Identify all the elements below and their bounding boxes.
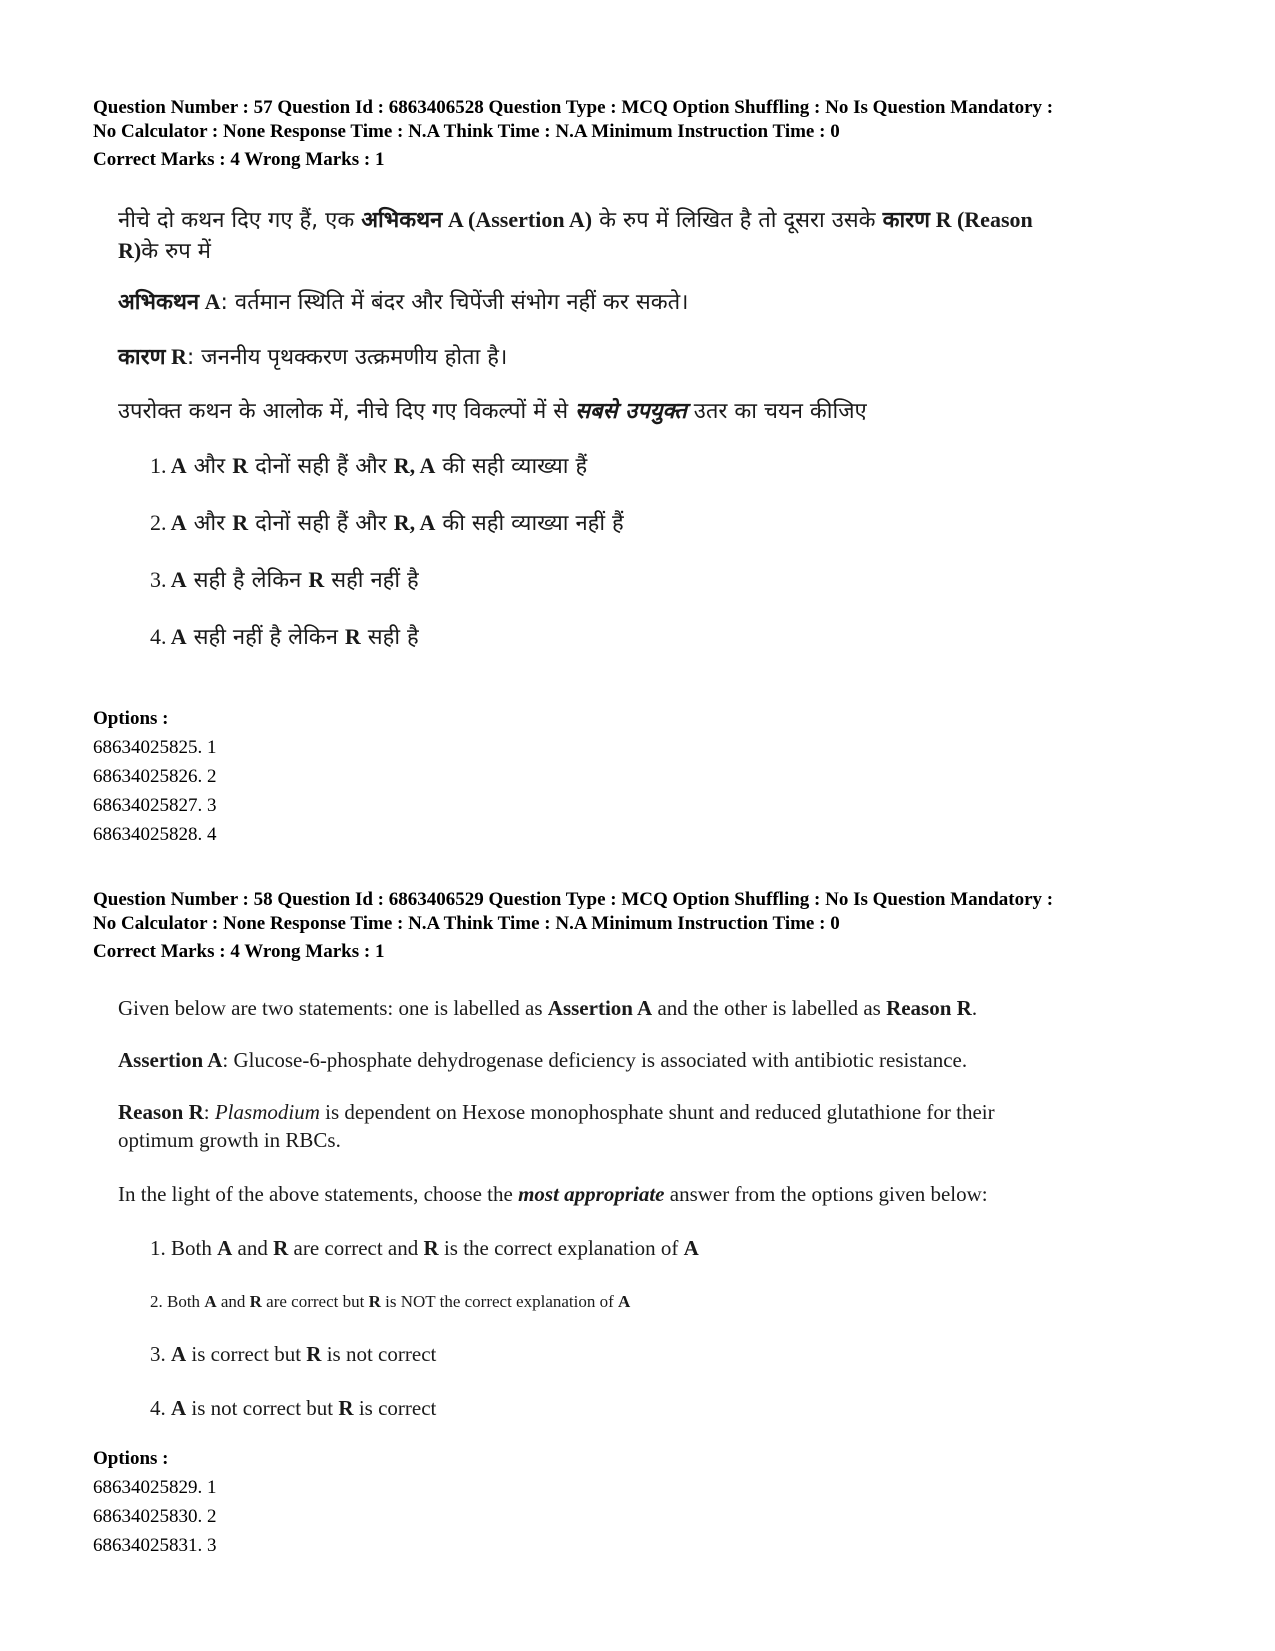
q58-choice-4: 4. A is not correct but R is correct — [150, 1396, 437, 1420]
q57-option-1: 68634025825. 1 — [93, 737, 217, 758]
q57-choice-3: 3. A सही है लेकिन R सही नहीं है — [150, 567, 419, 593]
q58-options — [93, 1444, 217, 1560]
q57-option-3: 68634025827. 3 — [93, 795, 217, 816]
q57-meta-line2: No Calculator : None Response Time : N.A Think Time : N.A Minimum Instruction Time : 0 — [93, 121, 840, 142]
q57-meta — [93, 96, 1213, 172]
q58-option-3: 68634025831. 3 — [93, 1535, 217, 1556]
q57-prompt: उपरोक्त कथन के आलोक में, नीचे दिए गए विकल्पों में से सबसे उपयुक्त उतर का चयन कीजिए — [118, 399, 867, 424]
q58-options-header: Options : — [93, 1448, 169, 1469]
q58-assertion: Assertion A: Glucose-6-phosphate dehydrogenase deficiency is associated with antibiotic resistance. — [118, 1048, 968, 1072]
q57-option-4: 68634025828. 4 — [93, 824, 217, 845]
q57-choice-4: 4. A सही नहीं है लेकिन R सही है — [150, 624, 419, 650]
q58-meta-line2: No Calculator : None Response Time : N.A Think Time : N.A Minimum Instruction Time : 0 — [93, 913, 840, 934]
q58-option-1: 68634025829. 1 — [93, 1477, 217, 1498]
q58-choice-3: 3. A is correct but R is not correct — [150, 1342, 437, 1366]
q57-option-2: 68634025826. 2 — [93, 766, 217, 787]
q57-intro: नीचे दो कथन दिए गए हैं, एक अभिकथन A (Assertion A) के रुप में लिखित है तो दूसरा उसके कारण R (Reason R)के रुप में — [118, 207, 1033, 264]
q58-choice-1: 1. Both A and R are correct and R is the correct explanation of A — [150, 1236, 699, 1260]
q58-meta — [93, 888, 1213, 964]
q57-marks: Correct Marks : 4 Wrong Marks : 1 — [93, 149, 385, 170]
q57-options — [93, 704, 217, 849]
q58-choice-2: 2. Both A and R are correct but R is NOT the correct explanation of A — [150, 1292, 631, 1311]
q58-option-2: 68634025830. 2 — [93, 1506, 217, 1527]
q58-intro: Given below are two statements: one is labelled as Assertion A and the other is labelled as Reason R. — [118, 996, 978, 1020]
q57-assertion: अभिकथन A: वर्तमान स्थिति में बंदर और चिपेंजी संभोग नहीं कर सकते। — [118, 289, 689, 315]
q58-prompt: In the light of the above statements, choose the most appropriate answer from the options given below: — [118, 1182, 988, 1206]
q58-marks: Correct Marks : 4 Wrong Marks : 1 — [93, 941, 385, 962]
q57-reason: कारण R: जननीय पृथक्करण उत्क्रमणीय होता है। — [118, 344, 508, 370]
q58-reason: Reason R: Plasmodium is dependent on Hexose monophosphate shunt and reduced glutathione for their optimum growth in RBCs. — [118, 1100, 995, 1152]
q57-options-header: Options : — [93, 708, 169, 729]
q58-meta-line1: Question Number : 58 Question Id : 6863406529 Question Type : MCQ Option Shuffling : No Is Question Mandatory : — [93, 889, 1054, 910]
q57-choice-2: 2. A और R दोनों सही हैं और R, A की सही व्याख्या नहीं हैं — [150, 510, 624, 536]
q57-meta-line1: Question Number : 57 Question Id : 6863406528 Question Type : MCQ Option Shuffling : No Is Question Mandatory : — [93, 97, 1054, 118]
q57-choice-1: 1. A और R दोनों सही हैं और R, A की सही व्याख्या हैं — [150, 453, 588, 479]
